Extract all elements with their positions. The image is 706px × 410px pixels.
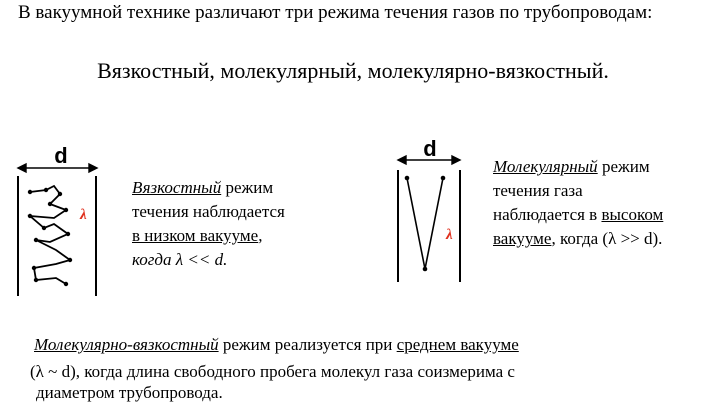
molecule-path [407, 178, 443, 269]
molecular-line-2: течения газа [493, 181, 583, 200]
molecule-zigzag-path [30, 186, 70, 284]
d-label: d [54, 143, 68, 168]
viscous-flow-diagram [10, 143, 110, 301]
molecular-flow-diagram [390, 136, 470, 286]
viscous-line-3 [132, 224, 285, 248]
viscous-comma: , [258, 226, 263, 245]
mixed-description [30, 334, 519, 403]
mixed-term: Молекулярно-вязкостный [34, 335, 219, 354]
modes-title: Вязкостный, молекулярный, молекулярно-вязкостный. [97, 58, 609, 83]
viscous-term: Вязкостный [132, 178, 222, 197]
viscous-line-2: течения наблюдается [132, 202, 285, 221]
viscous-vacuum: в низком вакууме [132, 226, 259, 245]
molecular-line-4 [493, 227, 663, 251]
mixed-line-1 [30, 334, 519, 355]
molecular-line-1 [493, 155, 663, 179]
molecule-dots [405, 176, 446, 272]
mixed-line-3: диаметром трубопровода. [36, 383, 223, 402]
viscous-condition: когда λ << d. [132, 250, 228, 269]
viscous-description [132, 176, 285, 272]
molecular-line3-pre: наблюдается в [493, 205, 602, 224]
d-label: d [423, 136, 437, 161]
mixed-text: режим реализуется при [218, 335, 397, 354]
intro-text: В вакуумной технике различают три режима течения газов по трубопроводам: [18, 2, 653, 23]
molecular-line-3 [493, 203, 663, 227]
molecular-condition: , когда (λ >> d). [551, 229, 663, 248]
molecular-term: Молекулярный [493, 157, 598, 176]
lambda-label: λ [446, 227, 453, 243]
molecular-vacuum-1: высоком [601, 205, 664, 224]
lambda-label: λ [80, 207, 87, 223]
molecular-text: режим [597, 157, 650, 176]
molecular-description [493, 155, 663, 251]
viscous-text: режим [221, 178, 274, 197]
viscous-line-1 [132, 176, 285, 200]
molecular-vacuum-2: вакууме [493, 229, 552, 248]
mixed-line-2: (λ ~ d), когда длина свободного пробега молекул газа соизмерима с [30, 362, 515, 381]
mixed-vacuum: среднем вакууме [396, 335, 519, 354]
